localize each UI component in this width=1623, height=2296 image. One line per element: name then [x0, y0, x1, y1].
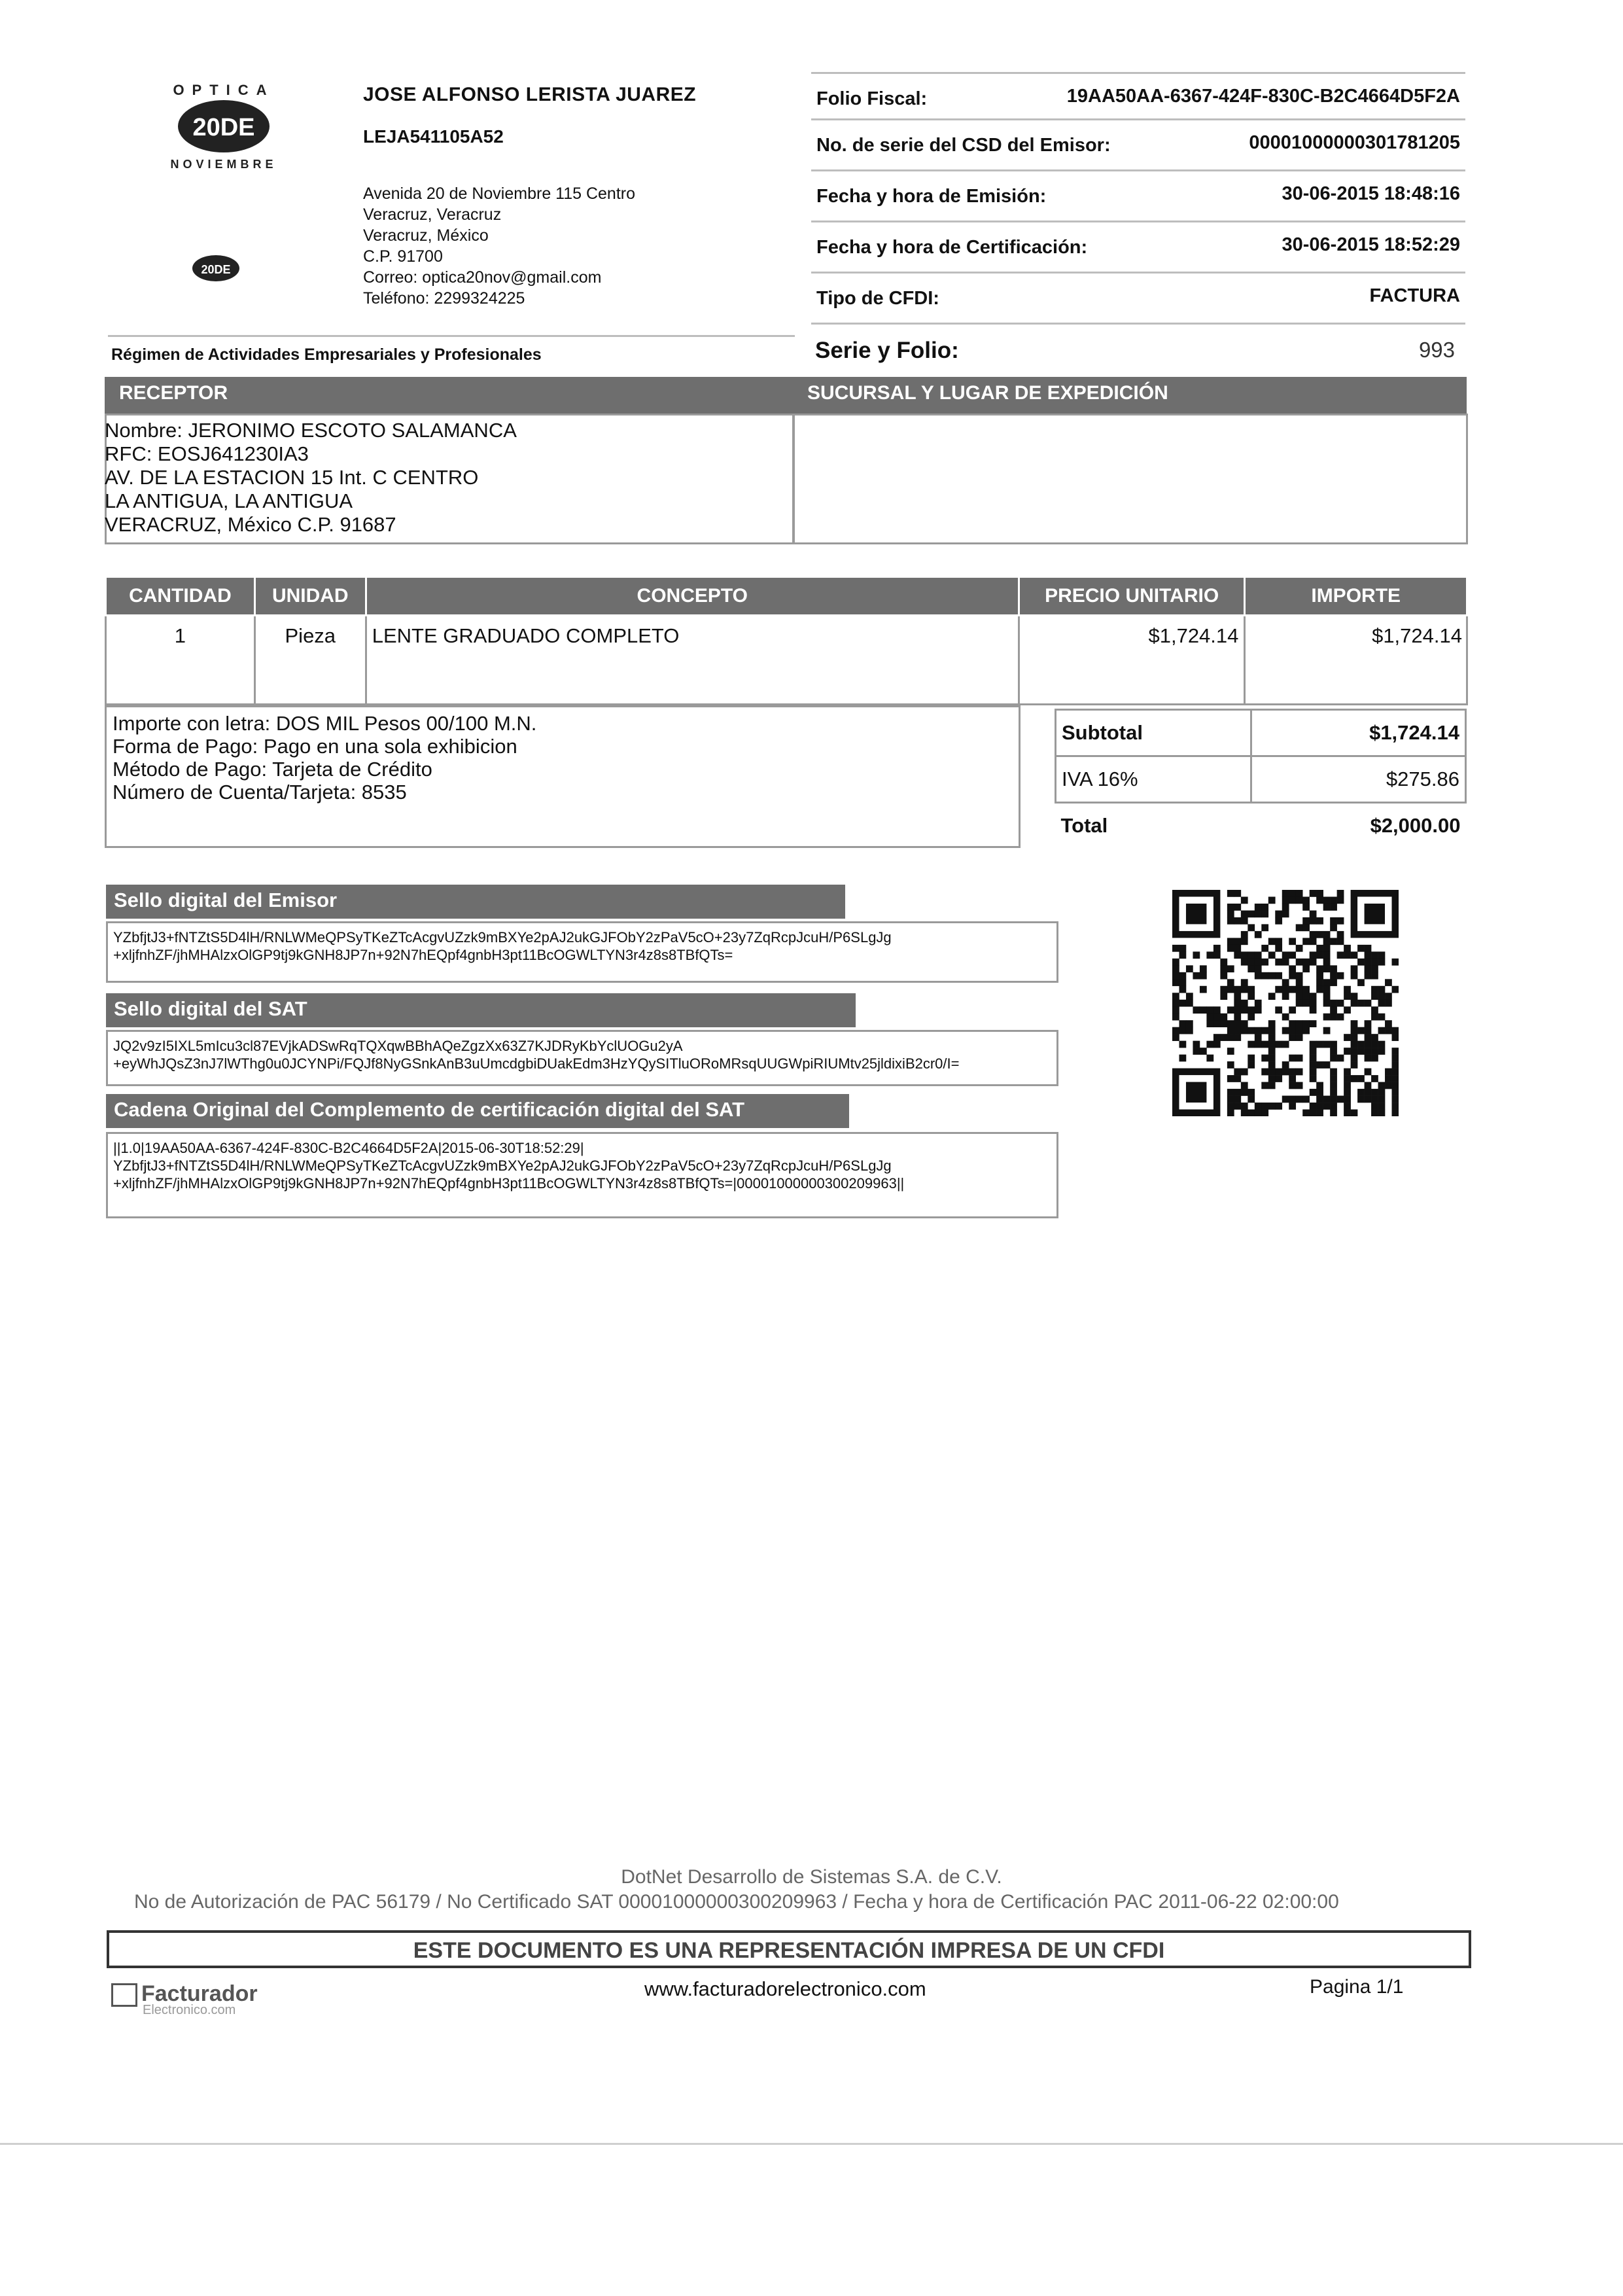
logo-top-text: OPTICA: [173, 82, 275, 98]
total-value: $2,000.00: [1370, 814, 1461, 837]
cell-unidad: Pieza: [254, 616, 366, 705]
pac-line: No de Autorización de PAC 56179 / No Certificado SAT 00001000000300209963 / Fecha y hora de Certificación PAC 2011-06-22 02:00:00: [134, 1891, 1339, 1913]
serie-folio-label: Serie y Folio:: [815, 338, 959, 363]
logo-bottom-text: NOVIEMBRE: [170, 158, 277, 171]
payment-summary: [113, 712, 536, 804]
cadena-original-header: Cadena Original del Complemento de certificación digital del SAT: [106, 1094, 849, 1128]
receptor-header: RECEPTOR: [105, 377, 793, 414]
cell-concepto: LENTE GRADUADO COMPLETO: [366, 616, 1019, 705]
subtotal-row: [1056, 710, 1466, 756]
col-unidad: UNIDAD: [254, 577, 366, 616]
items-header-row: [106, 577, 1467, 616]
fecha-certificacion-value: 30-06-2015 18:52:29: [1282, 234, 1460, 255]
fecha-emision-label: Fecha y hora de Emisión:: [816, 186, 1047, 207]
sello-sat-header: Sello digital del SAT: [106, 993, 856, 1027]
fiscal-row: [811, 72, 1465, 118]
facturador-logo-text: Facturador: [141, 1981, 258, 2006]
optica-logo: [152, 75, 296, 180]
qr-finder-pattern: [1186, 1082, 1206, 1103]
total-row: [1056, 803, 1466, 849]
col-importe: IMPORTE: [1245, 577, 1467, 616]
pac-company: DotNet Desarrollo de Sistemas S.A. de C.V.: [621, 1866, 1002, 1888]
forma-pago: Forma de Pago: Pago en una sola exhibicion: [113, 735, 517, 758]
address-line: Veracruz, Veracruz: [363, 205, 502, 224]
fiscal-row: [811, 118, 1465, 169]
page-number: Pagina 1/1: [1310, 1976, 1404, 1998]
totals-table: [1055, 709, 1467, 848]
cfdi-notice: ESTE DOCUMENTO ES UNA REPRESENTACIÓN IMPRESA DE UN CFDI: [107, 1930, 1471, 1968]
sello-emisor-box: [106, 921, 1058, 983]
serie-folio-value: 993: [1418, 338, 1455, 362]
facturador-logo-sub: Electronico.com: [143, 2003, 236, 2018]
subtotal-label: Subtotal: [1056, 710, 1251, 756]
fiscal-info-table: [811, 72, 1465, 325]
numero-cuenta: Número de Cuenta/Tarjeta: 8535: [113, 781, 407, 804]
svg-text:20DE: 20DE: [201, 263, 231, 276]
address-line: Teléfono: 2299324225: [363, 289, 525, 308]
address-line: Correo: optica20nov@gmail.com: [363, 268, 602, 287]
optica-logo-small: [180, 243, 252, 289]
cell-importe: $1,724.14: [1245, 616, 1467, 705]
sucursal-box: [793, 414, 1468, 544]
cadena-line: YZbfjtJ3+fNTZtS5D4lH/RNLWMeQPSyTKeZTcAcgvUZzk9mBXYe2pAJ2ukGJFObY2zPaV5cO+23y7ZqRcpJcuH/P6SLgJg: [113, 1157, 892, 1174]
receptor-line: RFC: EOSJ641230IA3: [105, 442, 309, 465]
sello-emisor-line: +xljfnhZF/jhMHAlzxOlGP9tj9kGNH8JP7n+92N7hEQpf4gnbH3pt11BcOGWLTYN3r4z8s8TBfQTs=: [113, 947, 733, 963]
iva-label: IVA 16%: [1056, 756, 1251, 803]
cell-cantidad: 1: [106, 616, 255, 705]
subtotal-value: $1,724.14: [1251, 710, 1465, 756]
tipo-cfdi-value: FACTURA: [1369, 285, 1460, 306]
cadena-original-box: [106, 1132, 1058, 1218]
sello-sat-line: JQ2v9zI5IXL5mIcu3cl87EVjkADSwRqTQXqwBBhAQeZgzXx63Z7KJDRyKbYclUOGu2yA: [113, 1038, 683, 1054]
fecha-emision-value: 30-06-2015 18:48:16: [1282, 183, 1460, 204]
folio-fiscal-label: Folio Fiscal:: [816, 88, 928, 109]
address-line: Avenida 20 de Noviembre 115 Centro: [363, 185, 636, 203]
emisor-address: [363, 183, 635, 309]
cadena-line: ||1.0|19AA50AA-6367-424F-830C-B2C4664D5F2A|2015-06-30T18:52:29|: [113, 1140, 584, 1156]
website-link[interactable]: www.facturadorelectronico.com: [644, 1977, 926, 2000]
sucursal-header: SUCURSAL Y LUGAR DE EXPEDICIÓN: [793, 377, 1467, 414]
address-line: C.P. 91700: [363, 247, 443, 266]
logo-center-text: 20DE: [192, 114, 255, 141]
iva-row: [1056, 756, 1466, 803]
iva-value: $275.86: [1251, 756, 1465, 803]
fiscal-row: [811, 221, 1465, 272]
items-table: [105, 576, 1468, 705]
importe-letra: Importe con letra: DOS MIL Pesos 00/100 M.N.: [113, 712, 537, 735]
sello-emisor-header: Sello digital del Emisor: [106, 885, 845, 919]
total-label: Total: [1060, 814, 1108, 837]
facturador-logo: [111, 1981, 258, 2018]
receptor-line: LA ANTIGUA, LA ANTIGUA: [105, 489, 353, 512]
divider: [108, 335, 795, 337]
receptor-line: AV. DE LA ESTACION 15 Int. C CENTRO: [105, 466, 479, 489]
receptor-line: VERACRUZ, México C.P. 91687: [105, 513, 396, 536]
folio-fiscal-value: 19AA50AA-6367-424F-830C-B2C4664D5F2A: [1066, 86, 1460, 107]
cadena-line: +xljfnhZF/jhMHAlzxOlGP9tj9kGNH8JP7n+92N7hEQpf4gnbH3pt11BcOGWLTYN3r4z8s8TBfQTs=|00001000000300209963||: [113, 1175, 905, 1192]
scan-edge-line: [0, 2143, 1623, 2145]
col-cantidad: CANTIDAD: [106, 577, 255, 616]
qr-finder-pattern: [1365, 904, 1385, 924]
fiscal-row: [811, 169, 1465, 221]
sello-sat-line: +eyWhJQsZ3nJ7lWThg0u0JCYNPi/FQJf8NyGSnkAnB3uUmcdgbiDUakEdm3HzYQySITluORoMRsqUUGWpiRIUMtv25jldixiB2cr0/I=: [113, 1055, 960, 1072]
csd-serie-value: 00001000000301781205: [1249, 132, 1460, 153]
col-concepto: CONCEPTO: [366, 577, 1019, 616]
qr-code: [1172, 890, 1399, 1116]
fecha-certificacion-label: Fecha y hora de Certificación:: [816, 237, 1088, 258]
csd-serie-label: No. de serie del CSD del Emisor:: [816, 135, 1111, 156]
sello-sat-box: [106, 1030, 1058, 1086]
emisor-rfc: LEJA541105A52: [363, 126, 504, 147]
regimen-fiscal: Régimen de Actividades Empresariales y Profesionales: [111, 345, 542, 364]
col-precio-unitario: PRECIO UNITARIO: [1019, 577, 1245, 616]
qr-code-graphic: [1172, 890, 1399, 1116]
receptor-line: Nombre: JERONIMO ESCOTO SALAMANCA: [105, 419, 517, 442]
facturador-logo-icon: [111, 1983, 137, 2007]
receptor-details: [105, 419, 517, 537]
cell-precio: $1,724.14: [1019, 616, 1245, 705]
emisor-name: JOSE ALFONSO LERISTA JUAREZ: [363, 84, 697, 105]
table-row: [106, 616, 1467, 705]
fiscal-row: [811, 272, 1465, 325]
metodo-pago: Método de Pago: Tarjeta de Crédito: [113, 758, 432, 781]
qr-finder-pattern: [1186, 904, 1206, 924]
address-line: Veracruz, México: [363, 226, 489, 245]
tipo-cfdi-label: Tipo de CFDI:: [816, 288, 939, 309]
sello-emisor-line: YZbfjtJ3+fNTZtS5D4lH/RNLWMeQPSyTKeZTcAcgvUZzk9mBXYe2pAJ2ukGJFObY2zPaV5cO+23y7ZqRcpJcuH/P6SLgJg: [113, 929, 892, 945]
